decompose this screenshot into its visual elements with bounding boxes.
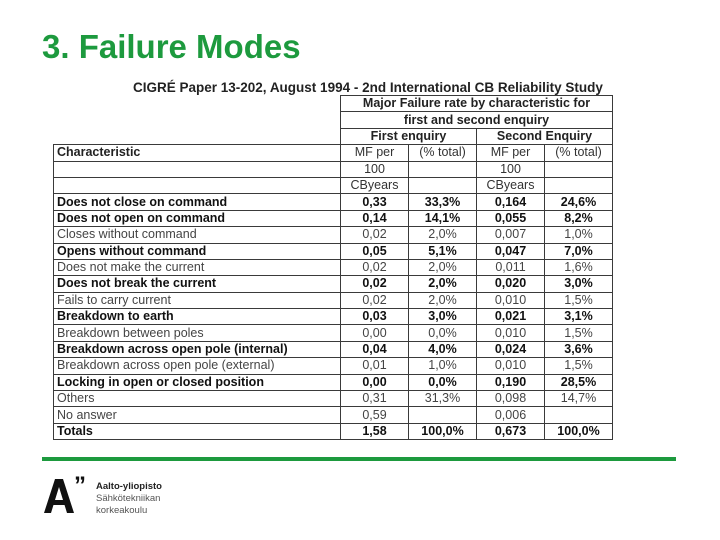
enquiry1-header: First enquiry <box>341 128 477 144</box>
row-label: Breakdown across open pole (internal) <box>54 341 341 357</box>
mf2-value: 0,055 <box>477 210 545 226</box>
pct1-value: 2,0% <box>409 259 477 275</box>
org-line2: Sähkötekniikan <box>96 493 161 504</box>
mf1-header-l2: 100 <box>341 161 409 177</box>
mf1-value: 0,31 <box>341 391 409 407</box>
pct2-value: 8,2% <box>545 210 613 226</box>
mf2-value: 0,006 <box>477 407 545 423</box>
pct2-value <box>545 407 613 423</box>
header-row-group-2 <box>54 112 613 128</box>
row-label: Does not open on command <box>54 210 341 226</box>
pct1-value: 31,3% <box>409 391 477 407</box>
pct1-value: 14,1% <box>409 210 477 226</box>
table-row <box>54 292 613 308</box>
mf2-value: 0,010 <box>477 358 545 374</box>
characteristic-header: Characteristic <box>54 145 341 161</box>
mf1-value: 0,02 <box>341 276 409 292</box>
mf1-value: 0,02 <box>341 227 409 243</box>
slide-title: 3. Failure Modes <box>42 28 301 65</box>
mf1-value: 0,02 <box>341 259 409 275</box>
row-label: Opens without command <box>54 243 341 259</box>
mf1-value: 0,01 <box>341 358 409 374</box>
mf1-value: 1,58 <box>341 423 409 439</box>
mf1-value: 0,59 <box>341 407 409 423</box>
row-label: Does not make the current <box>54 259 341 275</box>
pct2-value: 1,5% <box>545 325 613 341</box>
table-row <box>54 341 613 357</box>
header-row-sub2 <box>54 161 613 177</box>
row-label: Closes without command <box>54 227 341 243</box>
header-row-sub3 <box>54 177 613 193</box>
table-row <box>54 358 613 374</box>
row-label: Fails to carry current <box>54 292 341 308</box>
mf2-header-l1: MF per <box>477 145 545 161</box>
pct1-value: 2,0% <box>409 227 477 243</box>
mf2-value: 0,047 <box>477 243 545 259</box>
org-line3: korkeakoulu <box>96 505 148 516</box>
mf2-value: 0,007 <box>477 227 545 243</box>
pct2-value: 3,1% <box>545 309 613 325</box>
table-row <box>54 391 613 407</box>
row-label: Totals <box>54 423 341 439</box>
row-label: Does not break the current <box>54 276 341 292</box>
pct1-value: 100,0% <box>409 423 477 439</box>
pct2-value: 3,6% <box>545 341 613 357</box>
pct1-header: (% total) <box>409 145 477 161</box>
mf2-header-l3: CByears <box>477 177 545 193</box>
pct1-value: 1,0% <box>409 358 477 374</box>
mf1-value: 0,33 <box>341 194 409 210</box>
pct2-header: (% total) <box>545 145 613 161</box>
table-row <box>54 227 613 243</box>
table-row <box>54 423 613 439</box>
table-row <box>54 309 613 325</box>
row-label: No answer <box>54 407 341 423</box>
mf2-value: 0,024 <box>477 341 545 357</box>
row-label: Does not close on command <box>54 194 341 210</box>
footer-divider <box>42 457 676 461</box>
pct2-value: 1,5% <box>545 292 613 308</box>
pct2-value: 1,5% <box>545 358 613 374</box>
pct2-value: 24,6% <box>545 194 613 210</box>
table-caption: CIGRÉ Paper 13-202, August 1994 - 2nd International CB Reliability Study <box>133 80 603 95</box>
logo-quote-mark: ” <box>74 472 86 499</box>
pct1-value: 0,0% <box>409 325 477 341</box>
mf1-value: 0,14 <box>341 210 409 226</box>
organization-name <box>96 481 162 517</box>
row-label: Locking in open or closed position <box>54 374 341 390</box>
pct2-value: 28,5% <box>545 374 613 390</box>
group-header-line2: first and second enquiry <box>341 112 613 128</box>
header-row-group <box>54 96 613 112</box>
row-label: Breakdown between poles <box>54 325 341 341</box>
mf1-value: 0,00 <box>341 325 409 341</box>
row-label: Others <box>54 391 341 407</box>
table-row <box>54 259 613 275</box>
aalto-logo-icon <box>44 479 74 513</box>
mf1-value: 0,00 <box>341 374 409 390</box>
pct2-value: 1,0% <box>545 227 613 243</box>
mf1-value: 0,03 <box>341 309 409 325</box>
mf1-value: 0,05 <box>341 243 409 259</box>
header-row-sub1 <box>54 145 613 161</box>
table-row <box>54 276 613 292</box>
table-row <box>54 374 613 390</box>
mf1-header-l1: MF per <box>341 145 409 161</box>
mf2-value: 0,098 <box>477 391 545 407</box>
table-row <box>54 325 613 341</box>
mf2-value: 0,020 <box>477 276 545 292</box>
row-label: Breakdown across open pole (external) <box>54 358 341 374</box>
pct1-value: 33,3% <box>409 194 477 210</box>
table-row <box>54 194 613 210</box>
mf2-value: 0,010 <box>477 325 545 341</box>
pct1-value: 5,1% <box>409 243 477 259</box>
failure-rate-table <box>53 95 613 440</box>
pct1-value <box>409 407 477 423</box>
mf2-value: 0,011 <box>477 259 545 275</box>
mf1-header-l3: CByears <box>341 177 409 193</box>
pct1-value: 2,0% <box>409 276 477 292</box>
pct2-value: 7,0% <box>545 243 613 259</box>
pct1-value: 3,0% <box>409 309 477 325</box>
pct2-value: 14,7% <box>545 391 613 407</box>
pct1-value: 0,0% <box>409 374 477 390</box>
row-label: Breakdown to earth <box>54 309 341 325</box>
pct2-value: 3,0% <box>545 276 613 292</box>
header-row-enquiry <box>54 128 613 144</box>
group-header-line1: Major Failure rate by characteristic for <box>341 96 613 112</box>
mf1-value: 0,02 <box>341 292 409 308</box>
mf2-value: 0,010 <box>477 292 545 308</box>
table-row <box>54 210 613 226</box>
mf2-value: 0,021 <box>477 309 545 325</box>
pct2-value: 100,0% <box>545 423 613 439</box>
mf2-value: 0,190 <box>477 374 545 390</box>
org-line1: Aalto-yliopisto <box>96 481 162 492</box>
table-row <box>54 243 613 259</box>
pct1-value: 2,0% <box>409 292 477 308</box>
mf2-header-l2: 100 <box>477 161 545 177</box>
mf2-value: 0,673 <box>477 423 545 439</box>
mf2-value: 0,164 <box>477 194 545 210</box>
pct2-value: 1,6% <box>545 259 613 275</box>
table-row <box>54 407 613 423</box>
enquiry2-header: Second Enquiry <box>477 128 613 144</box>
mf1-value: 0,04 <box>341 341 409 357</box>
pct1-value: 4,0% <box>409 341 477 357</box>
